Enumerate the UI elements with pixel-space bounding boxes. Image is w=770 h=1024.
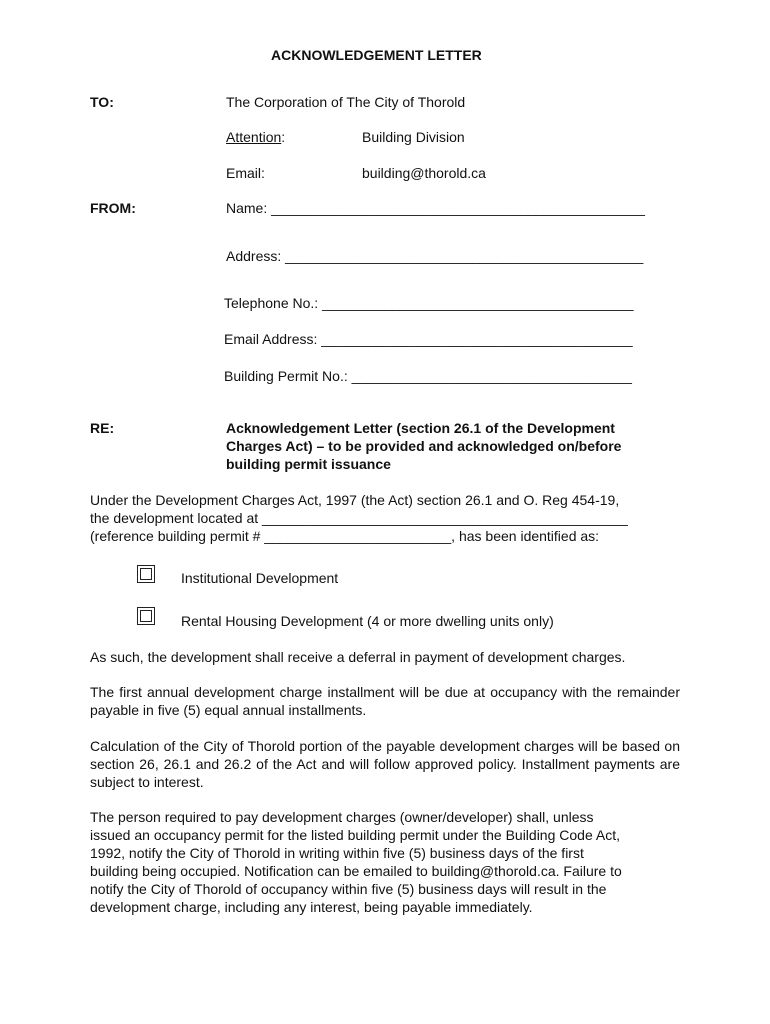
- rental-housing-checkbox[interactable]: [137, 607, 155, 625]
- re-line-3: building permit issuance: [226, 456, 391, 472]
- institutional-label: Institutional Development: [181, 570, 339, 586]
- recipient-name: The Corporation of The City of Thorold: [226, 94, 466, 110]
- from-label: FROM:: [90, 200, 136, 216]
- paragraph-notify-line-5: notify the City of Thorold of occupancy within five (5) business days will result in the: [90, 881, 607, 897]
- re-label: RE:: [90, 420, 115, 436]
- rental-housing-label: Rental Housing Development (4 or more dwelling units only): [181, 613, 554, 629]
- name-field[interactable]: Name: ________________________________________________: [226, 200, 645, 216]
- paragraph-installment: The first annual development charge installment will be due at occupancy with the remainder payable in five (5) equal annual installments.: [90, 684, 680, 718]
- telephone-field[interactable]: Telephone No.: ________________________________________: [224, 295, 634, 311]
- email-value: building@thorold.ca: [362, 165, 486, 181]
- intro-line-2[interactable]: the development located at _______________________________________________: [90, 510, 628, 526]
- address-field[interactable]: Address: ______________________________________________: [226, 248, 644, 264]
- re-line-2: Charges Act) – to be provided and acknowledged on/before: [226, 438, 622, 454]
- paragraph-calculation: Calculation of the City of Thorold portion of the payable development charges will be based on section 26, 26.1 and 26.2 of the Act and will follow approved policy. Installment payments are subject to interest.: [90, 738, 680, 790]
- paragraph-notify-line-4: building being occupied. Notification can be emailed to building@thorold.ca. Failure to: [90, 863, 622, 879]
- attention-value: Building Division: [362, 129, 465, 145]
- re-line-1: Acknowledgement Letter (section 26.1 of the Development: [226, 420, 615, 436]
- institutional-checkbox[interactable]: [137, 565, 155, 583]
- building-permit-field[interactable]: Building Permit No.: ____________________________________: [224, 368, 632, 384]
- intro-line-3[interactable]: (reference building permit # ________________________, has been identified as:: [90, 528, 600, 544]
- paragraph-deferral: As such, the development shall receive a deferral in payment of development charges.: [90, 649, 626, 665]
- page-title: ACKNOWLEDGEMENT LETTER: [271, 47, 482, 63]
- attention-label: [226, 128, 285, 146]
- intro-line-1: Under the Development Charges Act, 1997 (the Act) section 26.1 and O. Reg 454-19,: [90, 492, 620, 508]
- attention-label-text: Attention: [226, 129, 282, 145]
- paragraph-notify-line-6: development charge, including any interest, being payable immediately.: [90, 899, 533, 915]
- attention-colon: :: [281, 129, 286, 145]
- email-address-field[interactable]: Email Address: ________________________________________: [224, 331, 633, 347]
- paragraph-notify-line-2: issued an occupancy permit for the listed building permit under the Building Code Act,: [90, 827, 620, 843]
- to-label: TO:: [90, 94, 114, 110]
- email-label: Email:: [226, 165, 265, 181]
- paragraph-notify-line-3: 1992, notify the City of Thorold in writing within five (5) business days of the first: [90, 845, 584, 861]
- paragraph-notify-line-1: The person required to pay development charges (owner/developer) shall, unless: [90, 809, 594, 825]
